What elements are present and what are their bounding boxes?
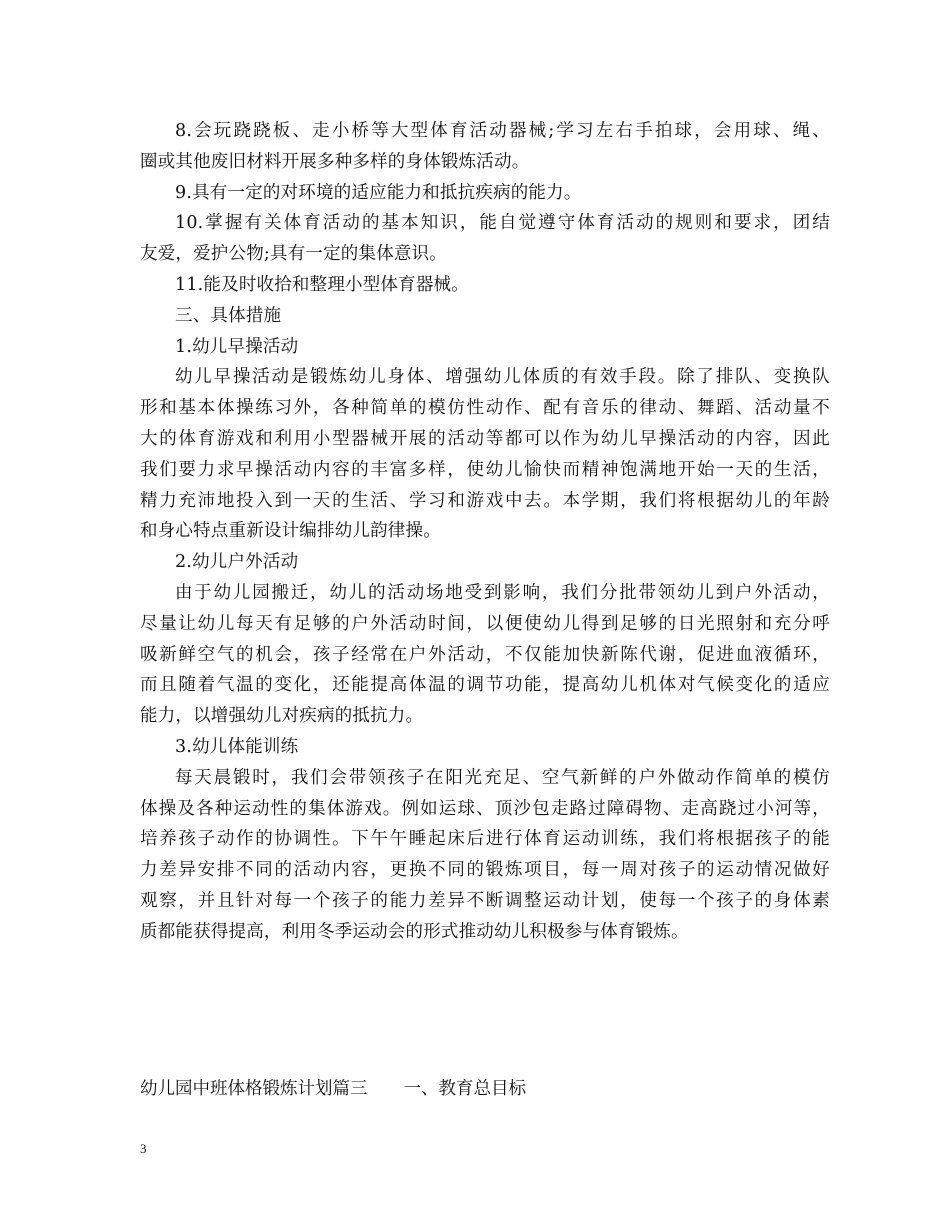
paragraph-line: 每天晨锻时，我们会带领孩子在阳光充足、空气新鲜的户外做动作简单的模仿 — [175, 767, 830, 788]
paragraph-line: 体操及各种运动性的集体游戏。例如运球、顶沙包走路过障碍物、走高跷过小河等， — [140, 798, 830, 819]
paragraph-line: 能力，以增强幼儿对疾病的抵抗力。 — [140, 706, 424, 727]
paragraph-line: 10.掌握有关体育活动的基本知识，能自觉遵守体育活动的规则和要求，团结 — [175, 213, 830, 234]
paragraph-line: 培养孩子动作的协调性。下午午睡起床后进行体育运动训练，我们将根据孩子的能 — [140, 829, 830, 850]
paragraph-line: 9.具有一定的对环境的适应能力和抵抗疾病的能力。 — [175, 182, 582, 203]
paragraph-line: 三、具体措施 — [175, 305, 282, 326]
paragraph-line: 11.能及时收拾和整理小型体育器械。 — [175, 274, 469, 295]
page-number: 3 — [140, 1141, 147, 1156]
next-section-heading — [140, 1074, 526, 1104]
paragraph-line: 2.幼儿户外活动 — [175, 552, 299, 573]
paragraph-line: 圈或其他废旧材料开展多种多样的身体锻炼活动。 — [140, 151, 530, 172]
paragraph-line: 力差异安排不同的活动内容，更换不同的锻炼项目，每一周对孩子的运动情况做好 — [140, 860, 830, 881]
paragraph-line: 质都能获得提高，利用冬季运动会的形式推动幼儿积极参与体育锻炼。 — [140, 921, 689, 942]
paragraph-line: 大的体育游戏和利用小型器械开展的活动等都可以作为幼儿早操活动的内容，因此 — [140, 428, 830, 449]
paragraph-line: 吸新鲜空气的机会，孩子经常在户外活动，不仅能加快新陈代谢，促进血液循环， — [140, 644, 830, 665]
paragraph-line: 3.幼儿体能训练 — [175, 736, 299, 757]
paragraph-line: 和身心特点重新设计编排幼儿韵律操。 — [140, 521, 441, 542]
section-subtitle: 一、教育总目标 — [403, 1079, 526, 1099]
document-body — [140, 116, 830, 948]
paragraph-line: 1.幼儿早操活动 — [175, 336, 299, 357]
paragraph-line: 8.会玩跷跷板、走小桥等大型体育活动器械;学习左右手拍球，会用球、绳、 — [175, 121, 830, 141]
paragraph-line: 观察，并且针对每一个孩子的能力差异不断调整运动计划，使每一个孩子的身体素 — [140, 890, 830, 911]
paragraph-line: 尽量让幼儿每天有足够的户外活动时间，以便使幼儿得到足够的日光照射和充分呼 — [140, 613, 830, 634]
paragraph-line: 友爱，爱护公物;具有一定的集体意识。 — [140, 244, 447, 265]
paragraph-line: 而且随着气温的变化，还能提高体温的调节功能，提高幼儿机体对气候变化的适应 — [140, 675, 830, 696]
section-title: 幼儿园中班体格锻炼计划篇三 — [140, 1079, 368, 1099]
paragraph-line: 精力充沛地投入到一天的生活、学习和游戏中去。本学期，我们将根据幼儿的年龄 — [140, 490, 830, 511]
paragraph-line: 形和基本体操练习外，各种简单的模仿性动作、配有音乐的律动、舞蹈、活动量不 — [140, 398, 830, 419]
paragraph-line: 由于幼儿园搬迁，幼儿的活动场地受到影响，我们分批带领幼儿到户外活动， — [175, 582, 830, 603]
paragraph-line: 幼儿早操活动是锻炼幼儿身体、增强幼儿体质的有效手段。除了排队、变换队 — [175, 367, 830, 388]
paragraph-line: 我们要力求早操活动内容的丰富多样，使幼儿愉快而精神饱满地开始一天的生活， — [140, 459, 830, 480]
